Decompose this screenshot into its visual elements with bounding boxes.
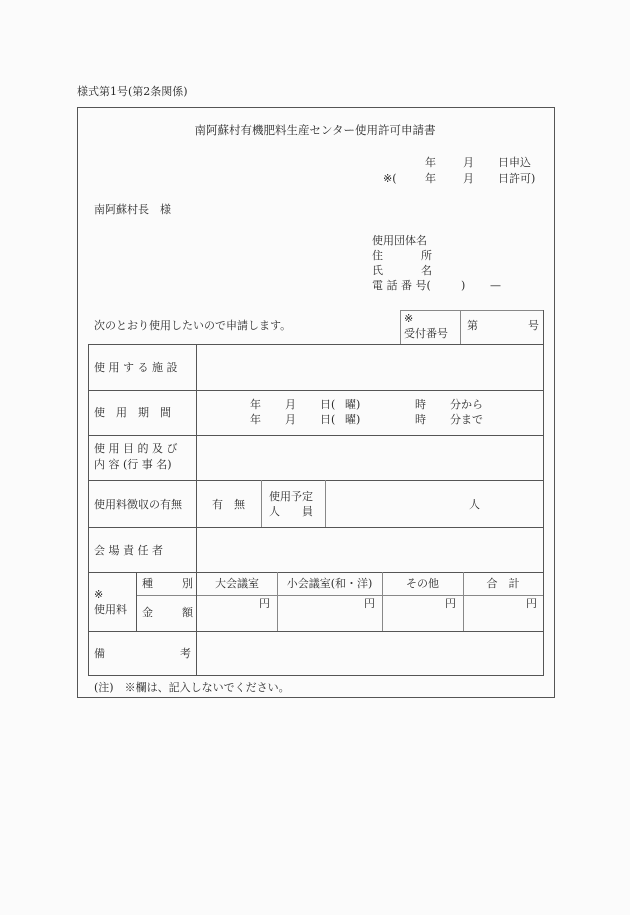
phone-dash: — xyxy=(490,279,501,292)
form-title: 南阿蘇村有機肥料生産センター使用許可申請書 xyxy=(194,123,436,137)
other-currency: 円 xyxy=(445,597,456,610)
attendees-field[interactable] xyxy=(327,482,542,526)
amount-label-1: 金 xyxy=(142,606,153,619)
permit-year-label: 年 xyxy=(425,172,436,185)
permit-prefix: ※( xyxy=(383,172,397,185)
start-year-label: 年 xyxy=(250,398,261,411)
remarks-label-1: 備 xyxy=(94,647,105,660)
permit-month-label: 月 xyxy=(463,172,474,185)
large-room-currency: 円 xyxy=(259,597,270,610)
venue-manager-field[interactable] xyxy=(198,529,542,571)
fee-collection-options[interactable]: 有 無 xyxy=(212,498,245,511)
type-label-2: 別 xyxy=(182,577,193,590)
venue-manager-label: 会 場 責 任 者 xyxy=(94,544,163,557)
remarks-field[interactable] xyxy=(198,633,542,674)
intro-text: 次のとおり使用したいので申請します。 xyxy=(94,319,292,332)
start-hour-label: 時 xyxy=(415,398,426,411)
end-minute-label: 分まで xyxy=(450,413,483,426)
end-weekday-label: 曜) xyxy=(345,413,361,426)
column-large-room: 大会議室 xyxy=(215,577,259,590)
group-name-field[interactable] xyxy=(432,233,542,247)
start-month-label: 月 xyxy=(285,398,296,411)
purpose-field[interactable] xyxy=(198,437,542,479)
type-label-1: 種 xyxy=(142,577,153,590)
start-day-label: 日( xyxy=(320,398,336,411)
facility-label: 使 用 す る 施 設 xyxy=(94,361,178,374)
purpose-label-1: 使 用 目 的 及 び xyxy=(94,442,178,455)
name-field[interactable] xyxy=(432,263,542,277)
receipt-number-prefix: 第 xyxy=(467,319,478,332)
end-hour-label: 時 xyxy=(415,413,426,426)
name-label-1: 氏 xyxy=(372,264,383,277)
address-label-2: 所 xyxy=(421,249,432,262)
purpose-label-2: 内 容 (行 事 名) xyxy=(94,458,172,471)
receipt-label: 受付番号 xyxy=(404,327,448,340)
fee-mark: ※ xyxy=(94,588,104,601)
fee-collection-label: 使用料徴収の有無 xyxy=(94,498,182,511)
end-month-label: 月 xyxy=(285,413,296,426)
total-currency: 円 xyxy=(526,597,537,610)
end-year-label: 年 xyxy=(250,413,261,426)
small-room-currency: 円 xyxy=(364,597,375,610)
apply-month-label: 月 xyxy=(463,156,474,169)
phone-close-paren: ) xyxy=(461,279,466,292)
remarks-label-2: 考 xyxy=(180,647,191,660)
end-day-label: 日( xyxy=(320,413,336,426)
phone-label: 電 話 番 号( xyxy=(372,279,431,292)
attendees-label-1: 使用予定 xyxy=(269,490,313,503)
amount-label-2: 額 xyxy=(182,606,193,619)
permit-day-label: 日許可) xyxy=(498,172,536,185)
column-small-room: 小会議室(和・洋) xyxy=(286,577,373,590)
period-field[interactable] xyxy=(198,392,542,434)
name-label-2: 名 xyxy=(421,264,432,277)
fee-label: 使用料 xyxy=(94,603,127,616)
address-field[interactable] xyxy=(432,248,542,262)
receipt-number-suffix: 号 xyxy=(528,319,539,332)
start-minute-label: 分から xyxy=(450,398,483,411)
start-weekday-label: 曜) xyxy=(345,398,361,411)
address-label-1: 住 xyxy=(372,249,383,262)
addressee: 南阿蘇村長 様 xyxy=(94,203,171,216)
attendees-label-2: 人 員 xyxy=(269,505,313,518)
apply-year-label: 年 xyxy=(425,156,436,169)
receipt-mark: ※ xyxy=(404,312,414,325)
attendees-unit: 人 xyxy=(469,498,480,511)
apply-day-label: 日申込 xyxy=(498,156,531,169)
form-number: 様式第1号(第2条関係) xyxy=(77,85,188,98)
column-other: その他 xyxy=(406,577,439,590)
period-label: 使 用 期 間 xyxy=(94,406,171,419)
column-total: 合 計 xyxy=(486,577,520,590)
group-name-label: 使用団体名 xyxy=(372,234,427,247)
facility-field[interactable] xyxy=(198,346,542,389)
note-text: (注) ※欄は、記入しないでください。 xyxy=(94,681,290,694)
phone-field[interactable] xyxy=(427,278,542,292)
